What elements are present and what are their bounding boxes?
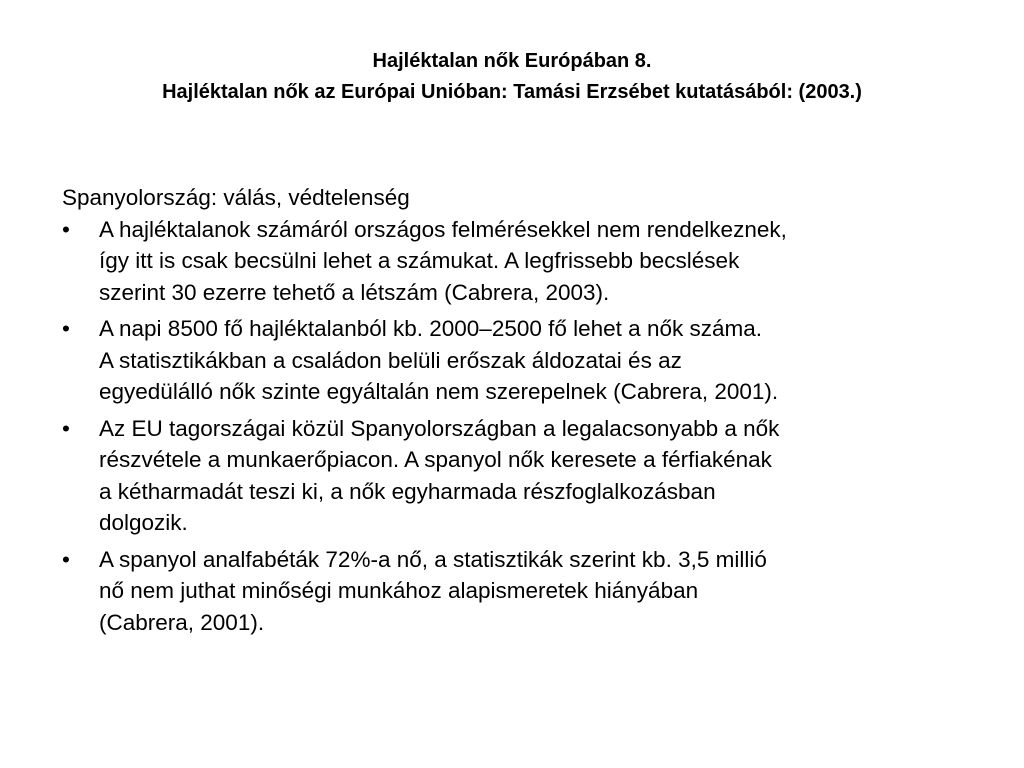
bullet-item-1 [62,214,972,309]
bullet-icon: • [62,546,70,572]
bullet-1-line-1: A hajléktalanok számáról országos felmérésekkel nem rendelkeznek, [99,216,787,242]
bullet-3-line-2: részvétele a munkaerőpiacon. A spanyol nők keresete a férfiakénak [99,447,772,472]
title-line-2: Hajléktalan nők az Európai Unióban: Tamási Erzsébet kutatásából: (2003.) [162,81,862,103]
bullet-icon: • [62,415,70,441]
bullet-icon: • [62,216,70,242]
bullet-2-line-3: egyedülálló nők szinte egyáltalán nem szerepelnek (Cabrera, 2001). [99,379,779,404]
bullet-2-line-2: A statisztikákban a családon belüli erőszak áldozatai és az [99,347,682,373]
bullet-3-line-3: a kétharmadát teszi ki, a nők egyharmada részfoglalkozásban [99,478,716,504]
section-subheading: Spanyolország: válás, védtelenség [62,185,410,210]
bullet-1-line-2: így itt is csak becsülni lehet a számukat. A legfrissebb becslések [99,248,740,273]
bullet-4-line-1: A spanyol analfabéták 72%-a nő, a statisztikák szerint kb. 3,5 millió [99,546,767,572]
bullet-4-line-3: (Cabrera, 2001). [99,609,265,635]
title-line-1: Hajléktalan nők Európában 8. [372,50,652,72]
bullet-2-line-1: A napi 8500 fő hajléktalanból kb. 2000–2500 fő lehet a nők száma. [99,316,762,341]
bullet-item-4 [62,544,972,639]
bullet-item-3 [62,413,972,539]
bullet-list [62,214,972,639]
bullet-3-line-4: dolgozik. [99,510,188,535]
bullet-icon: • [62,316,70,341]
bullet-item-2 [62,313,972,408]
bullet-3-line-1: Az EU tagországai közül Spanyolországban a legalacsonyabb a nők [99,415,780,441]
slide-title [40,46,984,108]
bullet-4-line-2: nő nem juthat minőségi munkához alapismeretek hiányában [99,578,699,603]
bullet-1-line-3: szerint 30 ezerre tehető a létszám (Cabrera, 2003). [99,279,610,305]
slide-body [62,182,972,643]
